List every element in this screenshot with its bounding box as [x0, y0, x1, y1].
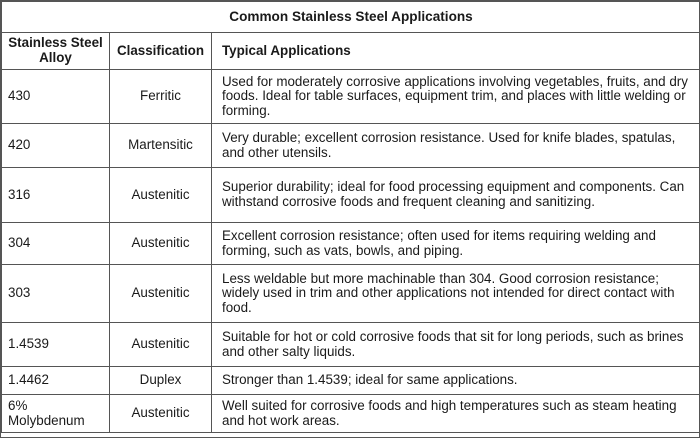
applications-cell: Superior durability; ideal for food processing equipment and components. Can withstand corrosive foods and frequent cleaning and sanitizing. [212, 168, 700, 223]
table-row [2, 223, 700, 265]
table-title: Common Stainless Steel Applications [2, 2, 700, 33]
table-row [2, 265, 700, 323]
classification-cell: Martensitic [110, 124, 212, 168]
classification-cell: Austenitic [110, 168, 212, 223]
applications-cell: Excellent corrosion resistance; often used for items requiring welding and forming, such as vats, bowls, and piping. [212, 223, 700, 265]
classification-cell: Austenitic [110, 395, 212, 433]
alloy-cell: 6% Molybdenum [2, 395, 110, 433]
classification-cell: Austenitic [110, 223, 212, 265]
header-alloy: Stainless Steel Alloy [2, 33, 110, 70]
alloy-cell: 430 [2, 70, 110, 124]
alloy-cell: 1.4462 [2, 367, 110, 395]
table-title-row [2, 2, 700, 33]
table-row [2, 168, 700, 223]
alloy-cell: 304 [2, 223, 110, 265]
alloy-cell: 420 [2, 124, 110, 168]
classification-cell: Duplex [110, 367, 212, 395]
header-classification: Classification [110, 33, 212, 70]
header-applications: Typical Applications [212, 33, 700, 70]
classification-cell: Ferritic [110, 70, 212, 124]
applications-cell: Less weldable but more machinable than 304. Good corrosion resistance; widely used in trim and other applications not intended for direct contact with food. [212, 265, 700, 323]
alloy-cell: 316 [2, 168, 110, 223]
applications-cell: Stronger than 1.4539; ideal for same applications. [212, 367, 700, 395]
classification-cell: Austenitic [110, 265, 212, 323]
applications-cell: Suitable for hot or cold corrosive foods that sit for long periods, such as brines and other salty liquids. [212, 323, 700, 367]
applications-cell: Well suited for corrosive foods and high temperatures such as steam heating and hot work areas. [212, 395, 700, 433]
alloy-cell: 1.4539 [2, 323, 110, 367]
table-row [2, 323, 700, 367]
stainless-steel-table [1, 1, 700, 433]
applications-cell: Used for moderately corrosive applications involving vegetables, fruits, and dry foods. Ideal for table surfaces, equipment trim, and places with little welding or forming. [212, 70, 700, 124]
table-row [2, 124, 700, 168]
table-row [2, 367, 700, 395]
alloy-cell: 303 [2, 265, 110, 323]
table-row [2, 70, 700, 124]
classification-cell: Austenitic [110, 323, 212, 367]
table-row [2, 395, 700, 433]
applications-cell: Very durable; excellent corrosion resistance. Used for knife blades, spatulas, and other utensils. [212, 124, 700, 168]
table-header-row [2, 33, 700, 70]
